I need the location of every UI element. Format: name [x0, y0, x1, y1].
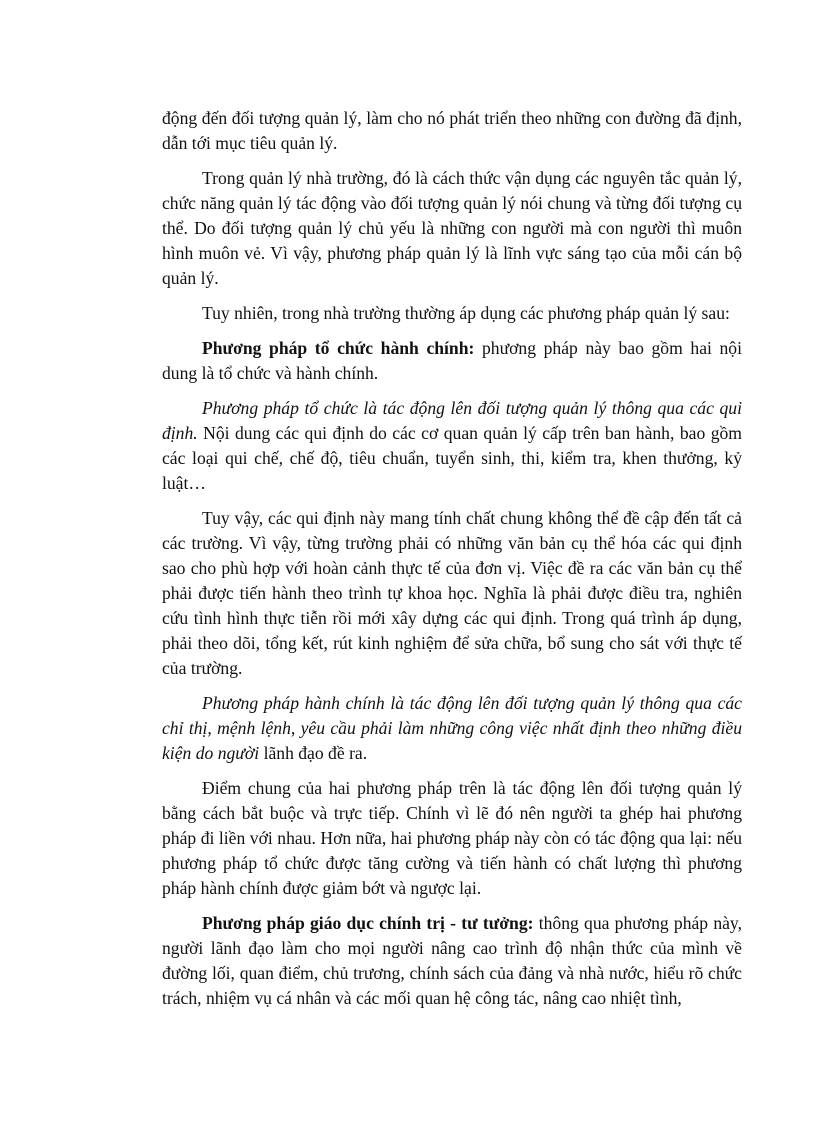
- italic-text: Phương pháp tổ chức là tác động lên đối tượng quản lý thông qua các qui định.: [162, 398, 742, 443]
- bold-heading-text: Phương pháp giáo dục chính trị - tư tưởng:: [202, 913, 534, 933]
- bold-heading-text: Phương pháp tổ chức hành chính:: [202, 338, 475, 358]
- paragraph-text: Trong quản lý nhà trường, đó là cách thức vận dụng các nguyên tắc quản lý, chức năng quản lý tác động vào đối tượng quản lý nói chung và từng đối tượng cụ thể. Do đối tượng quản lý chủ yếu là những con người mà con người thì muôn hình muôn vẻ. Vì vậy, phương pháp quản lý là lĩnh vực sáng tạo của mỗi cán bộ quản lý.: [162, 168, 742, 288]
- italic-text: Phương pháp hành chính là tác động lên đối tượng quản lý thông qua các chỉ thị, mệnh lệnh, yêu cầu phải làm những công việc nhất định theo những điều kiện do người: [162, 693, 742, 763]
- paragraph: [162, 166, 742, 291]
- paragraph-text: Tuy nhiên, trong nhà trường thường áp dụng các phương pháp quản lý sau:: [202, 303, 730, 323]
- paragraph-text: Nội dung các qui định do các cơ quan quản lý cấp trên ban hành, bao gồm các loại qui chế, chế độ, tiêu chuẩn, tuyển sinh, thi, kiểm tra, khen thưởng, kỷ luật…: [162, 423, 742, 493]
- paragraph-text: lãnh đạo đề ra.: [259, 743, 368, 763]
- paragraph: [162, 691, 742, 766]
- paragraph: [162, 301, 742, 326]
- paragraph: [162, 776, 742, 901]
- paragraph-text: động đến đối tượng quản lý, làm cho nó phát triển theo những con đường đã định, dẫn tới mục tiêu quản lý.: [162, 108, 742, 153]
- page-body: [162, 106, 742, 1021]
- paragraph: [162, 506, 742, 681]
- paragraph-text: Tuy vậy, các qui định này mang tính chất chung không thể đề cập đến tất cả các trường. Vì vậy, từng trường phải có những văn bản cụ thể hóa các qui định sao cho phù hợp với hoàn cảnh thực tế của đơn vị. Việc đề ra các văn bản cụ thể phải được tiến hành theo trình tự khoa học. Nghĩa là phải được điều tra, nghiên cứu tình hình thực tiễn rồi mới xây dựng các qui định. Trong quá trình áp dụng, phải theo dõi, tổng kết, rút kinh nghiệm để sửa chữa, bổ sung cho sát với thực tế của trường.: [162, 508, 742, 678]
- paragraph-text: Điểm chung của hai phương pháp trên là tác động lên đối tượng quản lý bằng cách bắt buộc và trực tiếp. Chính vì lẽ đó nên người ta ghép hai phương pháp đi liền với nhau. Hơn nữa, hai phương pháp này còn có tác động qua lại: nếu phương pháp tổ chức được tăng cường và tiến hành có chất lượng thì phương pháp hành chính được giảm bớt và ngược lại.: [162, 778, 742, 898]
- paragraph-text: phương pháp này bao gồm hai nội dung là tổ chức và hành chính.: [162, 338, 742, 383]
- paragraph-text: thông qua phương pháp này, người lãnh đạo làm cho mọi người nâng cao trình độ nhận thức của mình về đường lối, quan điểm, chủ trương, chính sách của đảng và nhà nước, hiểu rõ chức trách, nhiệm vụ cá nhân và các mối quan hệ công tác, nâng cao nhiệt tình,: [162, 913, 742, 1008]
- paragraph: [162, 106, 742, 156]
- paragraph: [162, 336, 742, 386]
- paragraph: [162, 911, 742, 1011]
- paragraph: [162, 396, 742, 496]
